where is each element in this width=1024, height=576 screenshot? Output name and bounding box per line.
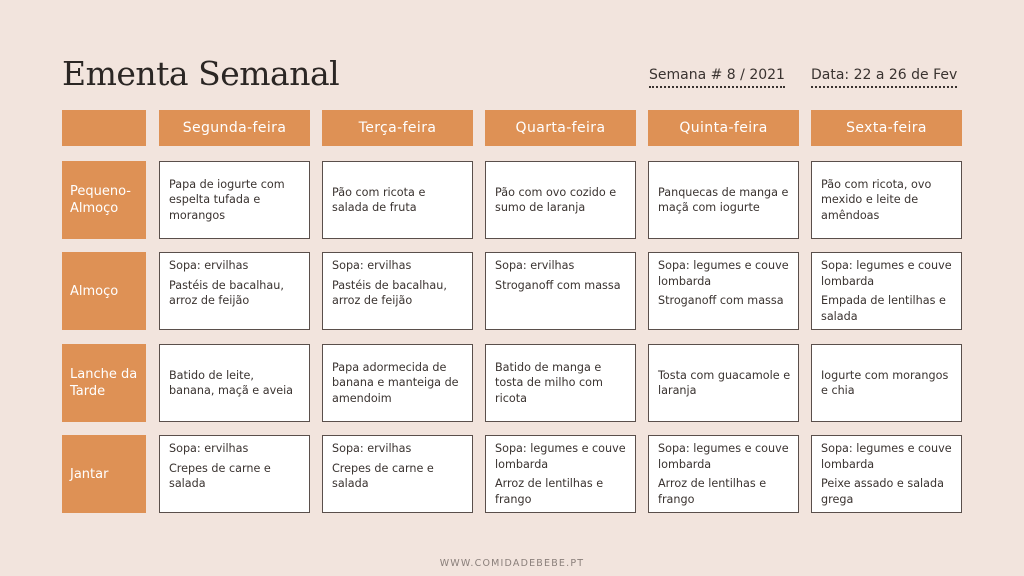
menu-cell: [322, 161, 473, 239]
menu-item-text: Batido de manga e tosta de milho com ricota: [495, 360, 603, 405]
menu-cell: [811, 252, 962, 330]
meal-label: Lanche da Tarde: [70, 367, 138, 399]
menu-item-text: Sopa: ervilhas: [332, 259, 412, 272]
menu-item-text: Pão com ovo cozido e sumo de laranja: [495, 185, 617, 214]
menu-cell: [159, 344, 310, 422]
day-header-wednesday: Quarta-feira: [485, 110, 636, 146]
menu-item-main-dish: Stroganoff com massa: [658, 294, 784, 307]
menu-cell: [811, 435, 962, 513]
menu-cell: [648, 252, 799, 330]
day-header-monday: Segunda-feira: [159, 110, 310, 146]
menu-cell: [159, 161, 310, 239]
menu-item-text: Pão com ricota, ovo mexido e leite de amêndoas: [821, 177, 932, 222]
menu-item-main-dish: Stroganoff com massa: [495, 278, 621, 292]
menu-item-text: Papa adormecida de banana e manteiga de amendoim: [332, 360, 459, 405]
menu-cell: [485, 252, 636, 330]
meal-label: Jantar: [70, 466, 109, 482]
menu-cell: [648, 435, 799, 513]
menu-cell: [159, 435, 310, 513]
day-header-thursday: Quinta-feira: [648, 110, 799, 146]
menu-cell: [322, 435, 473, 513]
menu-item-main-dish: Arroz de lentilhas e frango: [658, 477, 767, 506]
menu-cell: [485, 161, 636, 239]
menu-item-text: Sopa: ervilhas: [495, 259, 575, 272]
menu-item-main-dish: Pastéis de bacalhau, arroz de feijão: [169, 278, 284, 307]
menu-item-text: Sopa: ervilhas: [169, 442, 249, 455]
menu-cell: [811, 344, 962, 422]
menu-item-text: Sopa: legumes e couve lombarda: [658, 259, 789, 288]
menu-item-main-dish: Crepes de carne e salada: [169, 461, 271, 490]
menu-cell: [485, 344, 636, 422]
meal-header-breakfast: [62, 161, 146, 239]
menu-item-text: Papa de iogurte com espelta tufada e morangos: [169, 177, 285, 222]
menu-cell: [811, 161, 962, 239]
meal-header-lunch: [62, 252, 146, 330]
menu-item-main-dish: Crepes de carne e salada: [332, 461, 434, 490]
menu-item-main-dish: Peixe assado e salada grega: [821, 477, 944, 506]
menu-cell: [485, 435, 636, 513]
menu-item-text: Sopa: ervilhas: [332, 442, 412, 455]
menu-cell: [648, 161, 799, 239]
day-header-tuesday: Terça-feira: [322, 110, 473, 146]
menu-item-text: Sopa: ervilhas: [169, 259, 249, 272]
footer-website: WWW.COMIDADEBEBE.PT: [439, 558, 585, 569]
menu-item-main-dish: Pastéis de bacalhau, arroz de feijão: [332, 278, 447, 307]
meal-label: Almoço: [70, 283, 119, 299]
menu-cell: [648, 344, 799, 422]
day-header-friday: Sexta-feira: [811, 110, 962, 146]
menu-item-text: Sopa: legumes e couve lombarda: [821, 259, 952, 288]
menu-item-main-dish: Arroz de lentilhas e frango: [495, 477, 604, 506]
week-number: Semana # 8 / 2021: [649, 67, 785, 88]
date-range: Data: 22 a 26 de Fev: [811, 67, 957, 88]
menu-item-main-dish: Empada de lentilhas e salada: [821, 294, 946, 323]
menu-item-text: Pão com ricota e salada de fruta: [332, 185, 426, 214]
menu-cell: [322, 344, 473, 422]
menu-item-text: Batido de leite, banana, maçã e aveia: [169, 368, 294, 397]
menu-item-text: Iogurte com morangos e chia: [821, 368, 949, 397]
menu-item-text: Sopa: legumes e couve lombarda: [495, 442, 626, 471]
menu-cell: [159, 252, 310, 330]
menu-cell: [322, 252, 473, 330]
menu-item-text: Tosta com guacamole e laranja: [658, 368, 791, 397]
menu-item-text: Sopa: legumes e couve lombarda: [821, 442, 952, 471]
menu-item-text: Panquecas de manga e maçã com iogurte: [658, 185, 789, 214]
meal-header-snack: [62, 344, 146, 422]
meal-header-dinner: [62, 435, 146, 513]
table-corner: [62, 110, 146, 146]
menu-item-text: Sopa: legumes e couve lombarda: [658, 442, 789, 471]
page-title: Ementa Semanal: [62, 54, 340, 93]
meal-label: Pequeno- Almoço: [70, 184, 131, 216]
